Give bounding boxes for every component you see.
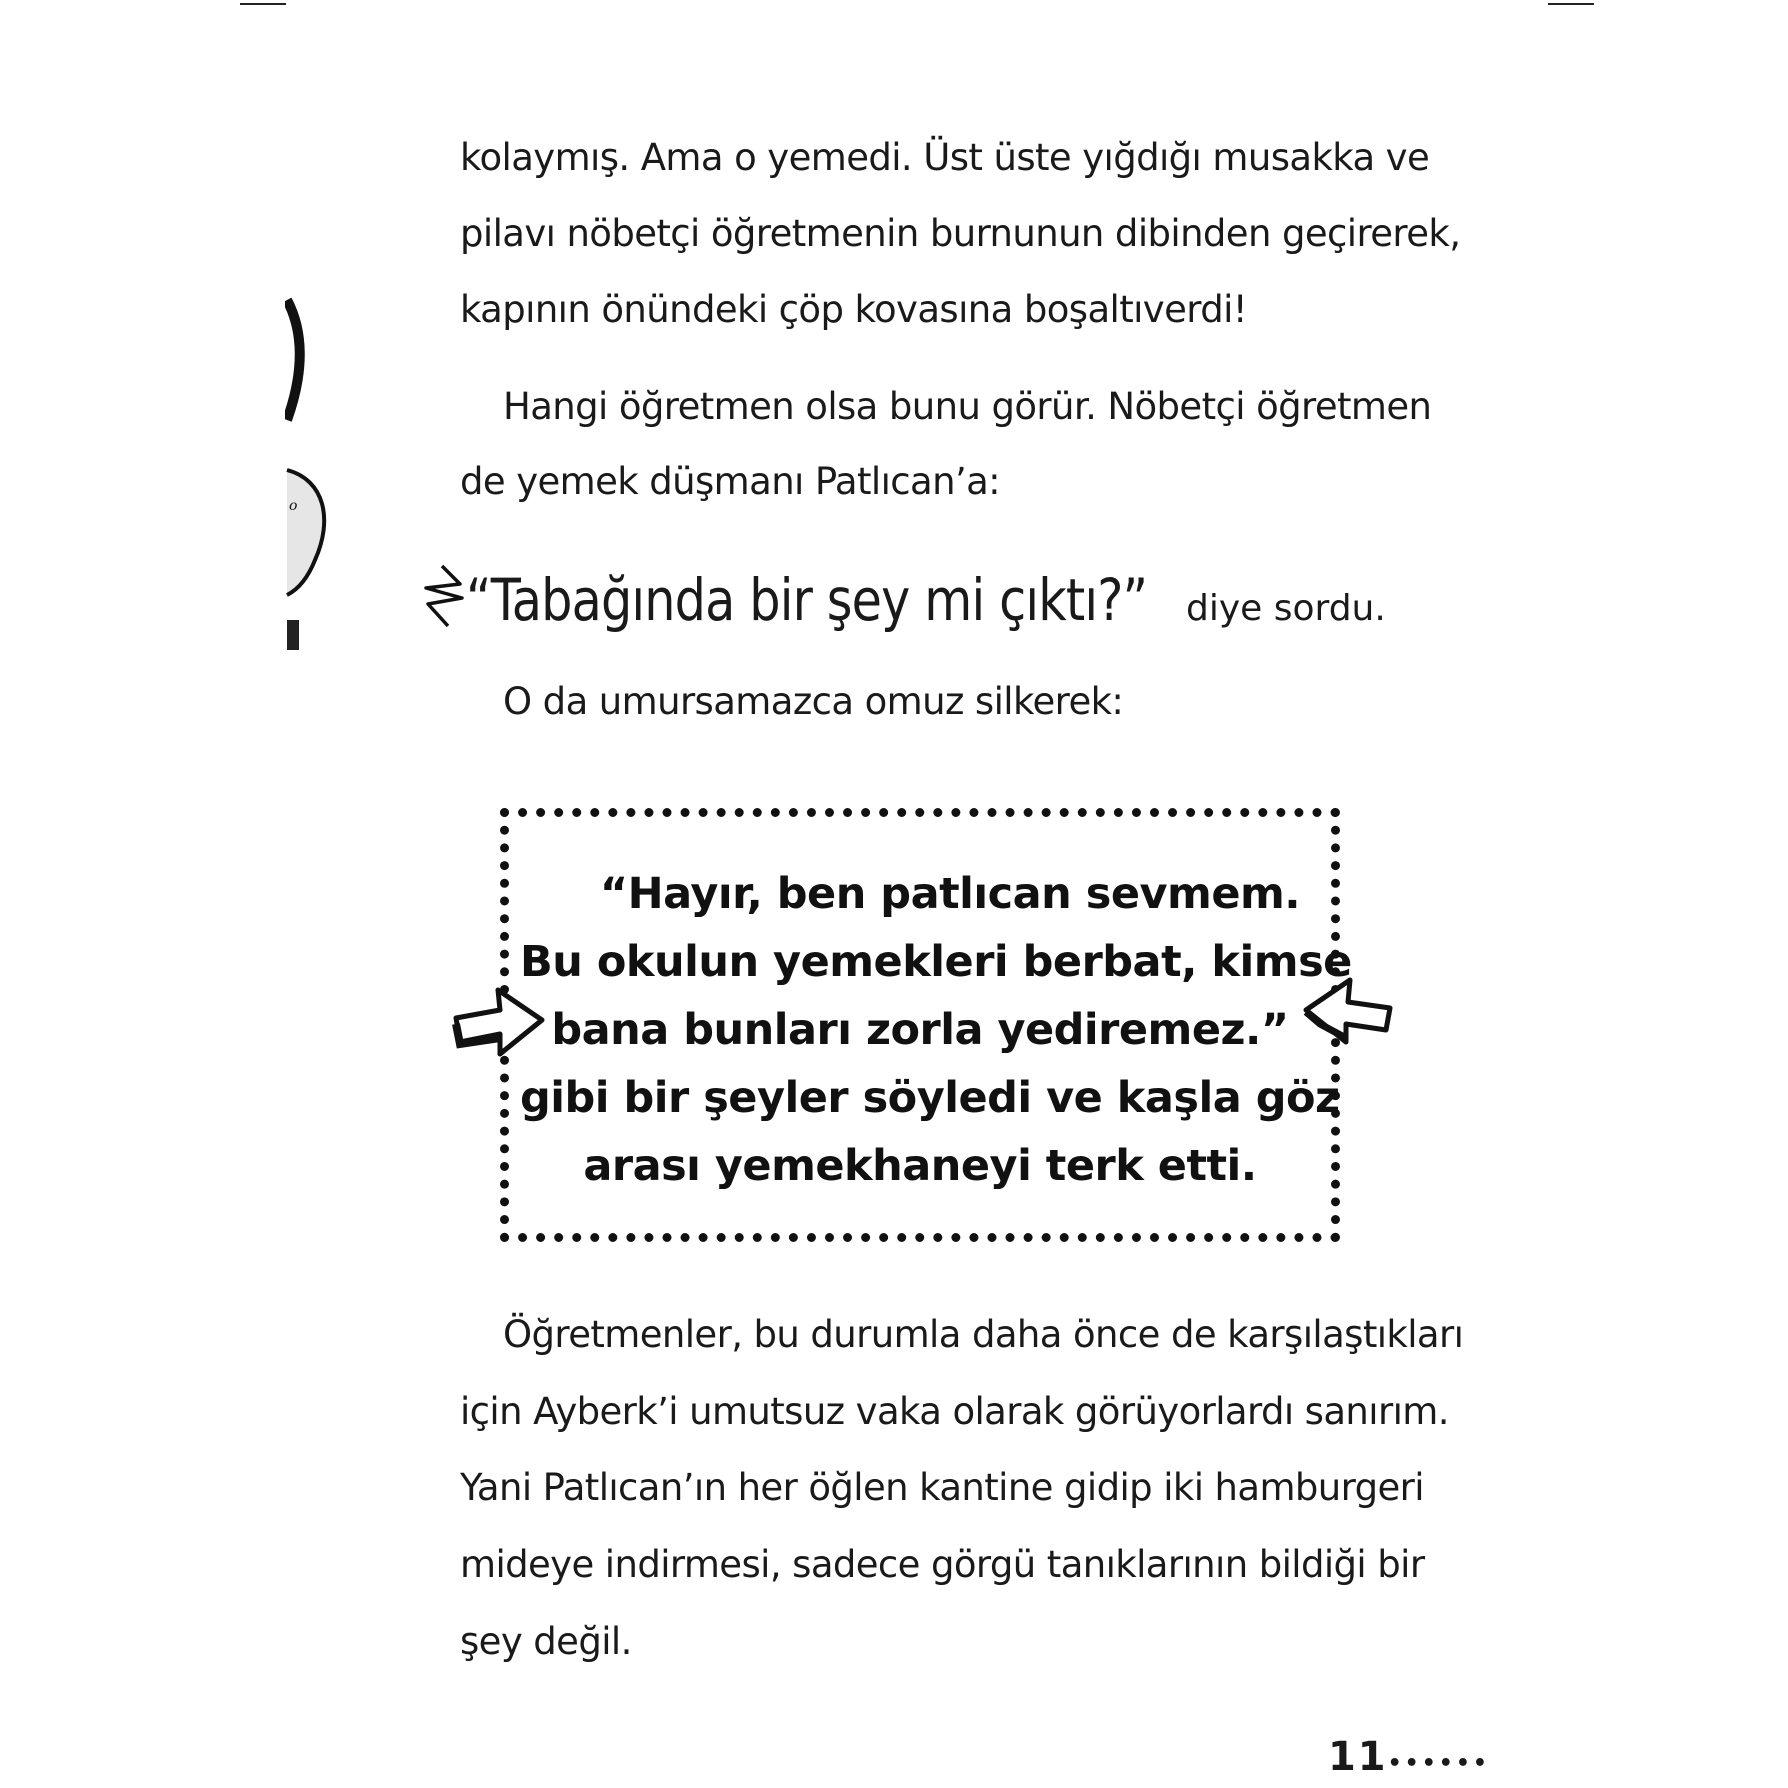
paragraph-4-line-5: şey değil. — [460, 1620, 632, 1663]
page-number-value: 11 — [1327, 1734, 1388, 1780]
paragraph-3-line-1: O da umursamazca omuz silkerek: — [503, 680, 1124, 723]
paragraph-2-line-2: de yemek düşmanı Patlıcan’a: — [460, 460, 1001, 503]
paragraph-1-line-2: pilavı nöbetçi öğretmenin burnunun dibinden geçirerek, — [460, 212, 1461, 255]
paragraph-4-line-1: Öğretmenler, bu durumla daha önce de karşılaştıkları — [503, 1313, 1464, 1356]
big-quote — [466, 566, 1386, 634]
illustration-fragment-icon — [285, 290, 345, 670]
paragraph-1-line-3: kapının önündeki çöp kovasına boşaltıverdi! — [460, 288, 1248, 331]
quote-box-line-5: arası yemekhaneyi terk etti. — [583, 1141, 1257, 1191]
quote-box-line-3: bana bunları zorla yediremez.” — [551, 1005, 1289, 1055]
quote-box-line-2: Bu okulun yemekleri berbat, kimse — [520, 937, 1352, 987]
paragraph-4-line-4: mideye indirmesi, sadece görgü tanıklarının bildiği bir — [460, 1543, 1425, 1586]
crop-mark-right — [1548, 3, 1594, 5]
quote-box-line-4: gibi bir şeyler söyledi ve kaşla göz — [520, 1073, 1340, 1123]
crop-mark-left — [240, 3, 286, 5]
sparkle-marker-icon — [420, 562, 466, 632]
quote-box-line-1: “Hayır, ben patlıcan sevmem. — [599, 869, 1301, 919]
quote-box-text — [520, 860, 1352, 1200]
page-number-dots: •••••• — [1387, 1751, 1490, 1776]
left-arrow-icon — [1300, 972, 1396, 1048]
big-quote-tail: diye sordu. — [1186, 588, 1386, 629]
page-number — [1328, 1734, 1490, 1780]
paragraph-2-line-1: Hangi öğretmen olsa bunu görür. Nöbetçi öğretmen — [503, 385, 1432, 428]
paragraph-1-line-1: kolaymış. Ama o yemedi. Üst üste yığdığı musakka ve — [460, 136, 1430, 179]
right-arrow-icon — [450, 980, 550, 1060]
paragraph-4-line-2: için Ayberk’i umutsuz vaka olarak görüyorlardı sanırım. — [460, 1390, 1449, 1433]
paragraph-4-line-3: Yani Patlıcan’ın her öğlen kantine gidip iki hamburgeri — [460, 1466, 1424, 1509]
big-quote-text: “Tabağında bir şey mi çıktı?” — [466, 566, 1148, 634]
svg-text:o: o — [289, 498, 298, 514]
